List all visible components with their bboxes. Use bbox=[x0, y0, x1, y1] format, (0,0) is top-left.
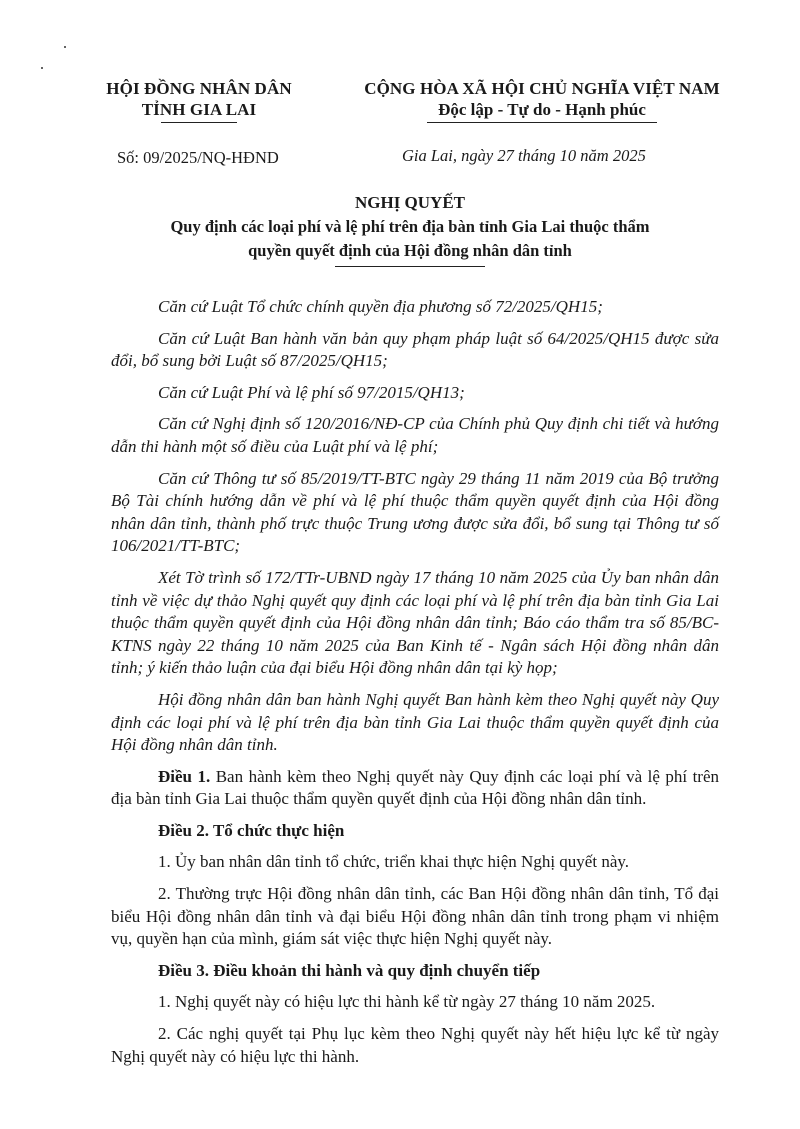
article-2-item: 2. Thường trực Hội đồng nhân dân tỉnh, các Ban Hội đồng nhân dân tỉnh, Tổ đại biểu Hội đồng nhân dân tỉnh và đại biểu Hội đồng nhân dân tỉnh trong phạm vi nhiệm vụ, quyền hạn của mình, giám sát việc thực hiện Nghị quyết này. bbox=[111, 884, 719, 949]
article-3-item: 2. Các nghị quyết tại Phụ lục kèm theo Nghị quyết này hết hiệu lực kể từ ngày Nghị quyết này có hiệu lực thi hành. bbox=[111, 1024, 719, 1066]
document-title bbox=[90, 192, 730, 267]
article-2-item: 1. Ủy ban nhân dân tỉnh tổ chức, triển khai thực hiện Nghị quyết này. bbox=[158, 852, 630, 872]
title-underline bbox=[335, 266, 485, 267]
scan-speck bbox=[64, 46, 66, 48]
province-name: TỈNH GIA LAI bbox=[141, 100, 257, 119]
preamble-paragraph: Căn cứ Nghị định số 120/2016/NĐ-CP của Chính phủ Quy định chi tiết và hướng dẫn thi hành một số điều của Luật phí và lệ phí; bbox=[111, 414, 719, 456]
preamble-paragraph: Hội đồng nhân dân ban hành Nghị quyết Ban hành kèm theo Nghị quyết này Quy định các loại phí và lệ phí trên địa bàn tỉnh Gia Lai thuộc thẩm quyền quyết định của Hội đồng nhân dân tỉnh. bbox=[111, 689, 719, 755]
national-motto: Độc lập - Tự do - Hạnh phúc bbox=[438, 100, 646, 119]
article-2-heading: Điều 2. Tổ chức thực hiện bbox=[158, 820, 345, 840]
preamble-paragraph: Căn cứ Luật Ban hành văn bản quy phạm pháp luật số 64/2025/QH15 được sửa đổi, bổ sung bởi Luật số 87/2025/QH15; bbox=[111, 328, 719, 371]
article-1 bbox=[111, 766, 719, 811]
motto-underline bbox=[427, 122, 657, 123]
authority-underline bbox=[161, 122, 237, 123]
article-1-text: Ban hành kèm theo Nghị quyết này Quy định các loại phí và lệ phí trên địa bàn tỉnh Gia Lai thuộc thẩm quyền quyết định của Hội đồng nhân dân tỉnh. bbox=[111, 766, 719, 809]
preamble-paragraph: Căn cứ Luật Tổ chức chính quyền địa phương số 72/2025/QH15; bbox=[158, 297, 603, 316]
document-type: NGHỊ QUYẾT bbox=[354, 193, 466, 212]
issuing-authority bbox=[104, 78, 294, 123]
document-body bbox=[111, 296, 719, 1077]
document-subject-line-2: quyền quyết định của Hội đồng nhân dân tỉnh bbox=[248, 241, 572, 260]
document-subject-line-1: Quy định các loại phí và lệ phí trên địa bàn tỉnh Gia Lai thuộc thẩm bbox=[170, 217, 650, 236]
article-3-heading: Điều 3. Điều khoản thi hành và quy định chuyển tiếp bbox=[158, 960, 541, 980]
preamble-paragraph: Căn cứ Luật Phí và lệ phí số 97/2015/QH13; bbox=[158, 382, 465, 402]
document-number: Số: 09/2025/NQ-HĐND bbox=[117, 148, 279, 167]
preamble-paragraph: Căn cứ Thông tư số 85/2019/TT-BTC ngày 29 tháng 11 năm 2019 của Bộ trưởng Bộ Tài chính hướng dẫn về phí và lệ phí thuộc thẩm quyền quyết định của Hội đồng nhân dân tỉnh, thành phố trực thuộc Trung ương được sửa đổi, bổ sung tại Thông tư số 106/2021/TT-BTC; bbox=[111, 468, 719, 556]
national-header bbox=[352, 78, 732, 123]
council-name: HỘI ĐỒNG NHÂN DÂN bbox=[106, 79, 292, 98]
article-3-item: 1. Nghị quyết này có hiệu lực thi hành kể từ ngày 27 tháng 10 năm 2025. bbox=[158, 992, 656, 1012]
place-and-date: Gia Lai, ngày 27 tháng 10 năm 2025 bbox=[402, 146, 646, 165]
republic-name: CỘNG HÒA XÃ HỘI CHỦ NGHĨA VIỆT NAM bbox=[364, 79, 720, 98]
preamble-paragraph: Xét Tờ trình số 172/TTr-UBND ngày 17 tháng 10 năm 2025 của Ủy ban nhân dân tỉnh về việc dự thảo Nghị quyết quy định các loại phí và lệ phí trên địa bàn tỉnh Gia Lai thuộc thẩm quyền quyết định của Hội đồng nhân dân tỉnh; Báo cáo thẩm tra số 85/BC-KTNS ngày 22 tháng 10 năm 2025 của Ban Kinh tế - Ngân sách Hội đồng nhân dân tỉnh; ý kiến thảo luận của đại biểu Hội đồng nhân dân tại kỳ họp; bbox=[111, 567, 719, 678]
scan-speck bbox=[41, 67, 43, 69]
article-1-label: Điều 1. bbox=[158, 766, 211, 786]
